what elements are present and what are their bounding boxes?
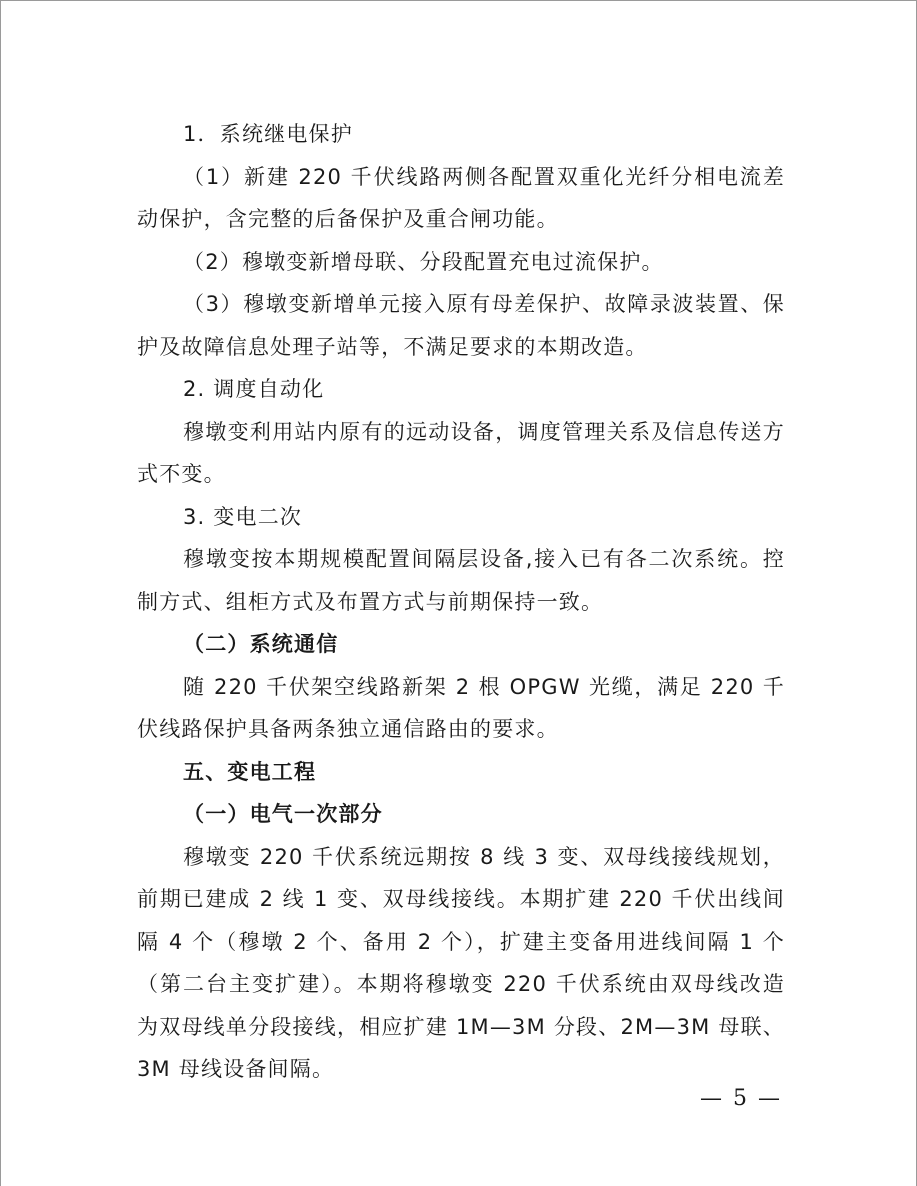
paragraph-secondary: 穆墩变按本期规模配置间隔层设备,接入已有各二次系统。控制方式、组柜方式及布置方式与前期保持一致。 (137, 547, 785, 614)
paragraph-item-1: （1）新建 220 千伏线路两侧各配置双重化光纤分相电流差动保护，含完整的后备保护及重合闸功能。 (137, 164, 785, 231)
document-body (137, 113, 785, 1091)
heading-system-communication: （二）系统通信 (183, 632, 339, 656)
paragraph-item-3: （3）穆墩变新增单元接入原有母差保护、故障录波装置、保护及故障信息处理子站等，不满足要求的本期改造。 (137, 292, 785, 359)
paragraph-communication: 随 220 千伏架空线路新架 2 根 OPGW 光缆，满足 220 千伏线路保护具备两条独立通信路由的要求。 (137, 674, 785, 741)
heading-substation-secondary: 3. 变电二次 (183, 504, 303, 529)
section-title-substation-engineering: 五、变电工程 (183, 759, 317, 784)
page-number: — 5 — (700, 1086, 782, 1111)
paragraph-dispatch: 穆墩变利用站内原有的远动设备，调度管理关系及信息传送方式不变。 (137, 419, 785, 486)
heading-electrical-primary: （一）电气一次部分 (183, 802, 383, 826)
heading-dispatch-automation: 2. 调度自动化 (183, 377, 325, 401)
paragraph-electrical-primary: 穆墩变 220 千伏系统远期按 8 线 3 变、双母线接线规划，前期已建成 2 线 1 变、双母线接线。本期扩建 220 千伏出线间隔 4 个（穆墩 2 个、备用 2 个），扩建主变备用进线间隔 1 个（第二台主变扩建）。本期将穆墩变 220 千伏系统由双母线改造为双母线单分段接线，相应扩建 1M—3M 分段、2M—3M 母联、3M 母线设备间隔。 (137, 844, 785, 1081)
heading-relay-protection: 1．系统继电保护 (183, 122, 353, 146)
paragraph-item-2: （2）穆墩变新增母联、分段配置充电过流保护。 (183, 249, 664, 274)
